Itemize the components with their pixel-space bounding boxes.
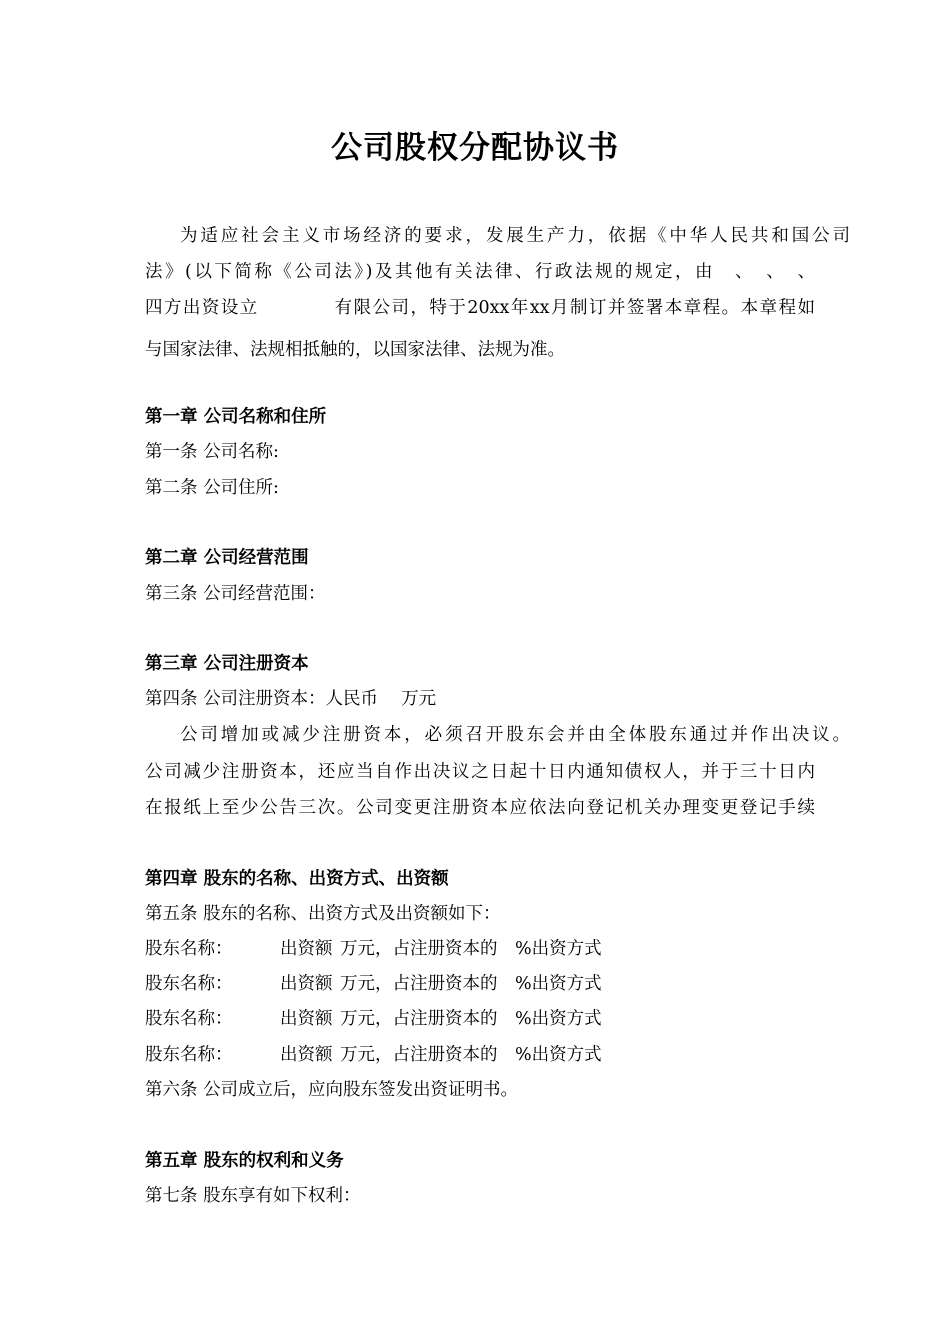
article-4: 第四条 公司注册资本：人民币 万元 bbox=[145, 689, 437, 709]
shareholder-share-text: 万元，占注册资本的 %出资方式 bbox=[340, 974, 602, 994]
shareholder-name-label: 股东名称： bbox=[145, 939, 233, 959]
shareholder-row bbox=[145, 936, 815, 962]
article-2: 第二条 公司住所: bbox=[145, 478, 279, 498]
chapter-2-heading: 第二章 公司经营范围 bbox=[145, 548, 309, 568]
intro-line-4: 与国家法律、法规相抵触的，以国家法律、法规为准。 bbox=[145, 340, 565, 360]
shareholder-row bbox=[145, 971, 815, 997]
shareholder-share-text: 万元，占注册资本的 %出资方式 bbox=[340, 1009, 602, 1029]
intro-line-1: 为适应社会主义市场经济的要求，发展生产力，依据《中华人民共和国公司 bbox=[180, 226, 850, 246]
document-title: 公司股权分配协议书 bbox=[331, 130, 619, 166]
shareholder-amount-label: 出资额 bbox=[280, 1009, 333, 1029]
capital-paragraph-line-3: 在报纸上至少公告三次。公司变更注册资本应依法向登记机关办理变更登记手续 bbox=[145, 798, 815, 818]
shareholder-amount-label: 出资额 bbox=[280, 939, 333, 959]
shareholder-amount-label: 出资额 bbox=[280, 974, 333, 994]
chapter-1-heading: 第一章 公司名称和住所 bbox=[145, 407, 327, 427]
chapter-3-heading: 第三章 公司注册资本 bbox=[145, 654, 309, 674]
shareholder-amount-label: 出资额 bbox=[280, 1045, 333, 1065]
shareholder-name-label: 股东名称： bbox=[145, 1009, 233, 1029]
chapter-5-heading: 第五章 股东的权利和义务 bbox=[145, 1151, 344, 1171]
shareholder-name-label: 股东名称： bbox=[145, 974, 233, 994]
capital-paragraph-line-2: 公司减少注册资本，还应当自作出决议之日起十日内通知债权人，并于三十日内 bbox=[145, 762, 815, 782]
chapter-4-heading: 第四章 股东的名称、出资方式、出资额 bbox=[145, 869, 449, 889]
article-1: 第一条 公司名称: bbox=[145, 442, 279, 462]
shareholder-row bbox=[145, 1006, 815, 1032]
intro-line-3: 四方出资设立 有限公司，特于20xx年xx月制订并签署本章程。本章程如 bbox=[145, 298, 815, 318]
capital-paragraph-line-1: 公司增加或减少注册资本，必须召开股东会并由全体股东通过并作出决议。 bbox=[180, 725, 850, 745]
article-6: 第六条 公司成立后，应向股东签发出资证明书。 bbox=[145, 1080, 519, 1100]
article-7: 第七条 股东享有如下权利： bbox=[145, 1186, 361, 1206]
shareholder-row bbox=[145, 1042, 815, 1068]
article-3: 第三条 公司经营范围： bbox=[145, 584, 326, 604]
article-5: 第五条 股东的名称、出资方式及出资额如下： bbox=[145, 904, 501, 924]
intro-line-2: 法》(以下简称《公司法》)及其他有关法律、行政法规的规定，由 、 、 、 bbox=[145, 262, 815, 282]
shareholder-share-text: 万元，占注册资本的 %出资方式 bbox=[340, 1045, 602, 1065]
shareholder-name-label: 股东名称： bbox=[145, 1045, 233, 1065]
shareholder-share-text: 万元，占注册资本的 %出资方式 bbox=[340, 939, 602, 959]
